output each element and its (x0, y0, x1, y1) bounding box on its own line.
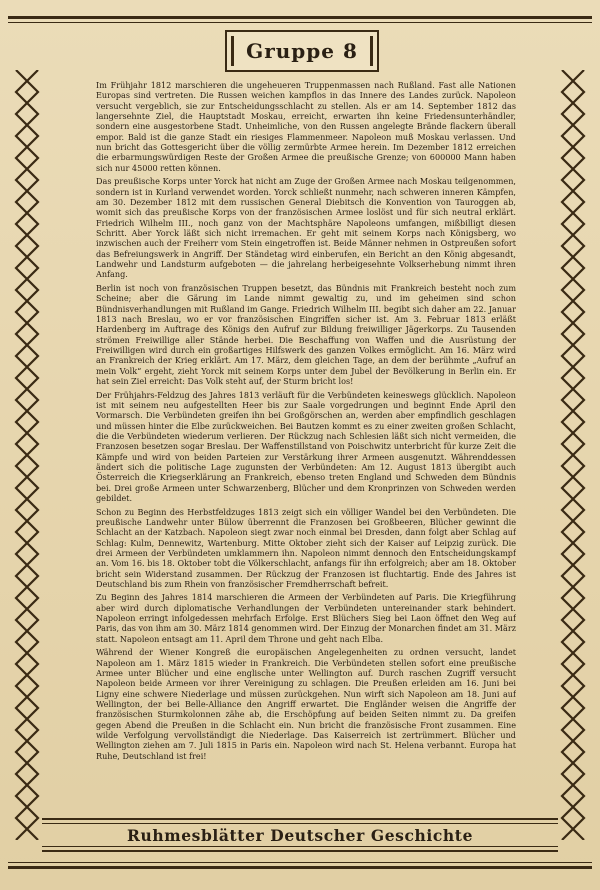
bottom-rule-thin (8, 862, 592, 863)
top-rule-thin (8, 22, 592, 23)
footer-box (42, 818, 558, 852)
bottom-rule (8, 866, 592, 869)
right-ornament-border (558, 70, 588, 840)
page-title: Gruppe 8 (246, 39, 358, 63)
paragraph-berlin-uprising: Berlin ist noch von französischen Truppen besetzt, das Bündnis mit Frankreich besteht noch zum Scheine; aber die Gärung im Lande nimmt gewaltig zu, und im geheimen sind schon Bündnisverhandlungen mit Rußland im Gange. Friedrich Wilhelm III. begibt sich daher am 22. Januar 1813 nach Breslau, wo er vor französischen Eingriffen sicher ist. Am 3. Februar 1813 erläßt Hardenberg im Auftrage des Königs den Aufruf zur Bildung freiwilliger Jägerkorps. Zu Tausenden strömen Freiwillige aller Stände herbei. Die Beschaffung von Waffen und die Ausrüstung der Freiwilligen wird durch ein großartiges Hilfswerk des ganzen Volkes ermöglicht. Am 16. März wird an Frankreich der Krieg erklärt. Am 17. März, dem gleichen Tage, an dem der berühmte „Aufruf an mein Volk“ ergeht, zieht Yorck mit seinem Korps unter dem Jubel der Bevölkerung in Berlin ein. Er hat sein Ziel erreicht: Das Volk steht auf, der Sturm bricht los! (96, 282, 516, 386)
top-rule (8, 16, 592, 19)
footer-title: Ruhmesblätter Deutscher Geschichte (126, 825, 474, 845)
body-text (96, 80, 516, 808)
paragraph-1815-waterloo: Während der Wiener Kongreß die europäischen Angelegenheiten zu ordnen versucht, landet Napoleon am 1. März 1815 wieder in Frankreich. Die Verbündeten stellen sofort eine preußische Armee unter Blücher und eine englische unter Wellington auf. Durch raschen Zugriff versucht Napoleon beide Armeen vor ihrer Vereinigung zu schlagen. Die Preußen erleiden am 16. Juni bei Ligny eine schwere Niederlage und müssen zurückgehen. Nun wirft sich Napoleon am 18. Juni auf Wellington, der bei Belle-Alliance den Angriff erwartet. Die Engländer weisen die Angriffe der französischen Sturmkolonnen zähe ab, die Erschöpfung auf beiden Seiten nimmt zu. Da greifen gegen Abend die Preußen in die Schlacht ein. Nun bricht die französische Front zusammen. Eine wilde Verfolgung vervollständigt die Niederlage. Das Kaiserreich ist zertrümmert. Blücher und Wellington ziehen am 7. Juli 1815 in Paris ein. Napoleon wird nach St. Helena verbannt. Europa hat Ruhe, Deutschland ist frei! (96, 647, 516, 761)
left-ornament-border (12, 70, 42, 840)
paragraph-tauroggen: Das preußische Korps unter Yorck hat nicht am Zuge der Großen Armee nach Moskau teilgenommen, sondern ist in Kurland verwendet worden. Yorck schließt nunmehr, nach schweren inneren Kämpfen, am 30. Dezember 1812 mit dem russischen General Diebitsch die Konvention von Tauroggen ab, womit sich das preußische Korps von der französischen Armee loslöst und für sich neutral erklärt. Friedrich Wilhelm III., noch ganz von der Machtsphäre Napoleons umfangen, mißbilligt diesen Schritt. Aber Yorck läßt sich nicht irremachen. Er geht mit seinem Korps nach Königsberg, wo inzwischen auch der Freiherr vom Stein eingetroffen ist. Beide Männer nehmen in Ostpreußen sofort das Befreiungswerk in Angriff. Der Ständetag wird einberufen, ein Bericht an den König abgesandt, Landwehr und Landsturm aufgeboten — die jahrelang herbeigesehnte Volkserhebung nimmt ihren Anfang. (96, 176, 516, 280)
paragraph-autumn-campaign: Schon zu Beginn des Herbstfeldzuges 1813 zeigt sich ein völliger Wandel bei den Verbündeten. Die preußische Landwehr unter Bülow überrennt die Franzosen bei Großbeeren, Blücher gewinnt die Schlacht an der Katzbach. Napoleon siegt zwar noch einmal bei Dresden, dann folgt aber Schlag auf Schlag: Kulm, Dennewitz, Wartenburg. Mitte Oktober zieht sich der Kaiser auf Leipzig zurück. Die drei Armeen der Verbündeten umklammern ihn. Napoleon nimmt dennoch den Entscheidungskampf an. Vom 16. bis 18. Oktober tobt die Völkerschlacht, anfangs für ihn erfolgreich; aber am 18. Oktober bricht sein Widerstand zusammen. Der Rückzug der Franzosen ist fluchtartig. Ende des Jahres ist Deutschland bis zum Rhein von französischer Fremdherrschaft befreit. (96, 506, 516, 589)
paragraph-1812-russia: Im Frühjahr 1812 marschieren die ungeheueren Truppenmassen nach Rußland. Fast alle Nationen Europas sind vertreten. Die Russen weichen kampflos in das Innere des Landes zurück. Napoleon versucht vergeblich, sie zur Entscheidungsschlacht zu stellen. Als er am 14. September 1812 das langersehnte Ziel, die Hauptstadt Moskau, erreicht, erwarten ihn keine Friedensunterhändler, sondern eine ausgestorbene Stadt. Unheimliche, von den Russen angelegte Brände flackern überall empor. Bald ist die ganze Stadt ein riesiges Flammenmeer. Napoleon muß Moskau verlassen. Und nun bricht das Gottesgericht über die völlig zermürbte Armee herein. Im Dezember 1812 erreichen die erbarmungswürdigen Reste der Großen Armee die preußische Grenze; von 600000 Mann haben sich nur 45000 retten können. (96, 80, 516, 173)
paragraph-1814-paris: Zu Beginn des Jahres 1814 marschieren die Armeen der Verbündeten auf Paris. Die Kriegführung aber wird durch diplomatische Verhandlungen der Verbündeten untereinander stark behindert. Napoleon erringt infolgedessen mehrfach Erfolge. Erst Blüchers Sieg bei Laon öffnet den Weg auf Paris, das von ihm am 30. März 1814 genommen wird. Der Einzug der Monarchen findet am 31. März statt. Napoleon entsagt am 11. April dem Throne und geht nach Elba. (96, 592, 516, 644)
title-box (225, 30, 379, 72)
paragraph-spring-campaign: Der Frühjahrs-Feldzug des Jahres 1813 verläuft für die Verbündeten keineswegs glücklich. Napoleon ist mit seinem neu aufgestellten Heer bis zur Saale vorgedrungen und beginnt Ende April den Vormarsch. Die Verbündeten greifen ihn bei Großgörschen an, werden aber empfindlich geschlagen und müssen hinter die Elbe zurückweichen. Bei Bautzen kommt es zu einer zweiten großen Schlacht, die die Verbündeten wiederum verlieren. Der Rückzug nach Schlesien läßt sich nicht vermeiden, die Franzosen besetzen sogar Breslau. Der Waffenstillstand von Poischwitz unterbricht für kurze Zeit die Kämpfe und wird von beiden Parteien zur Verstärkung ihrer Armeen ausgenutzt. Währenddessen ändert sich die politische Lage zugunsten der Verbündeten: Am 12. August 1813 übergibt auch Österreich die Kriegserklärung an Frankreich, ebenso treten England und Schweden dem Bündnis bei. Drei große Armeen unter Schwarzenberg, Blücher und dem Kronprinzen von Schweden werden gebildet. (96, 389, 516, 503)
